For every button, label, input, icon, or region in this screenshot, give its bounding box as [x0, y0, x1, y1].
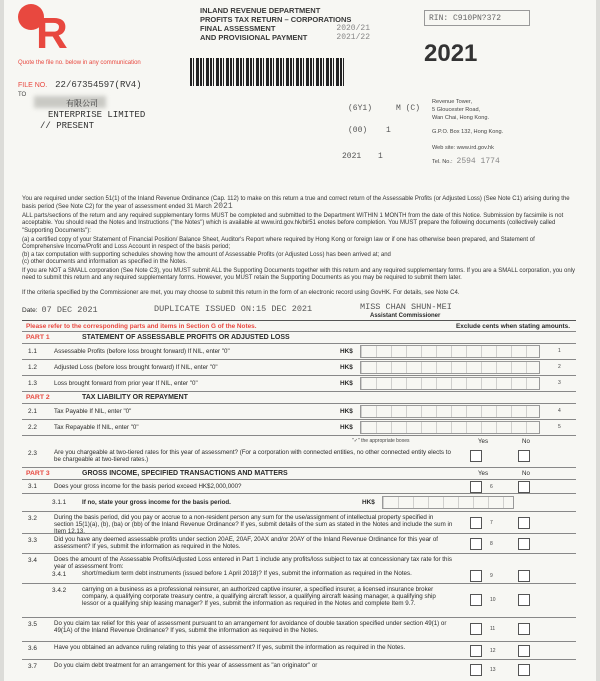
- ird-street: 5 Gloucester Road,: [432, 107, 481, 113]
- tax-return-page: [4, 0, 596, 681]
- item-3-4-2: 3.4.2 carrying on a business as a professional reinsurer, an authorized captive insurer, a specified insurer, a licensed insurance broker company, a qualifying corporate treasury centre, a qualifying aircraft lessor, a qualifying aircraft leasing manager, a qualifying ship lessor or a qualifying ship leasing manager? If yes, submit the information as required in the Notes and complete Item 9.7. 10: [22, 584, 576, 618]
- q33-no-checkbox[interactable]: [518, 538, 530, 550]
- item-3-4: 3.4 Does the amount of the Assessable Profits/Adjusted Loss entered in Part 1 include any profits/loss subject to tax at concessionary tax rate for this year of assessment from:: [28, 556, 452, 570]
- item-3-4-1: 3.4.1 short/medium term debt instruments (issued before 1 April 2018)? If yes, submit the information as required in the Notes. 9: [22, 568, 576, 584]
- part3-header: PART 3 GROSS INCOME, SPECIFIED TRANSACTIONS AND MATTERS Yes No: [22, 468, 576, 480]
- item-1-1: 1.1 Assessable Profits (before loss brought forward) If NIL, enter "0" HK$ 1: [22, 344, 576, 360]
- intro-p4: If the criteria specified by the Commissioner are met, you may choose to submit this return in the form of an electronic record using GovHK. For details, see Note C4.: [22, 290, 460, 296]
- part1-header: PART 1 STATEMENT OF ASSESSABLE PROFITS OR ADJUSTED LOSS: [22, 332, 576, 344]
- q37-no-checkbox[interactable]: [518, 664, 530, 676]
- signatory-title: Assistant Commissioner: [370, 313, 441, 319]
- item-2-3: 2.3 Are you chargeable at two-tiered rates for this year of assessment? (For a corporation with connected entities, no other connected entity elects to be chargeable at two-tiered rates.): [22, 446, 576, 468]
- intro-pc: (c) other documents and information as specified in the Notes.: [22, 259, 188, 265]
- q35-no-checkbox[interactable]: [518, 623, 530, 635]
- file-number-label: FILE NO.: [18, 82, 48, 89]
- address-line-2: // PRESENT: [40, 121, 95, 131]
- q23-yes-checkbox[interactable]: [470, 450, 482, 462]
- to-label: TO: [18, 92, 27, 98]
- form-title: PROFITS TAX RETURN – CORPORATIONS: [200, 15, 352, 24]
- ird-district: Wan Chai, Hong Kong.: [432, 115, 490, 121]
- amount-field-2-1[interactable]: [360, 405, 540, 418]
- exclude-note: Exclude cents when stating amounts.: [456, 323, 570, 330]
- q35-yes-checkbox[interactable]: [470, 623, 482, 635]
- amount-field-2-2[interactable]: [360, 421, 540, 434]
- return-table: [22, 320, 576, 681]
- code-c5: 2021: [342, 152, 362, 161]
- q342-no-checkbox[interactable]: [518, 594, 530, 606]
- item-3-7: 3.7 Do you claim debt treatment for an arrangement for this year of assessment as "an originator" or 13: [22, 660, 576, 681]
- gross-income-field[interactable]: [382, 496, 514, 509]
- intro-p3: If you are NOT a SMALL corporation (See Note C3), you MUST submit ALL the Supporting Documents together with this return and any required supplementary forms. If you are a SMALL corporation, you only need to submit this return and any required supplementary forms. However, you MUST retain the Supporting Documents as you may be required to submit them later.: [22, 268, 576, 282]
- address-line-1: ENTERPRISE LIMITED: [48, 110, 146, 120]
- provisional-payment: AND PROVISIONAL PAYMENT 2021/22: [200, 33, 370, 42]
- intro-pa: (a) a certified copy of your Statement of Financial Position/ Balance Sheet, Auditor's Report where required by Hong Kong or foreign law or if one has otherwise been prepared, and Statement of Comprehensive Income/Profit and Loss Account in respect of the basis period;: [22, 237, 535, 251]
- q37-yes-checkbox[interactable]: [470, 664, 482, 676]
- q36-yes-checkbox[interactable]: [470, 645, 482, 657]
- date-row: Date: 07 DEC 2021: [22, 305, 98, 315]
- item-3-2: 3.2 During the basis period, did you pay or accrue to a non-resident person any sum for the use/assignment of intellectual property specified in section 15(1)(a), (b), (ba) or (bb) of the Inland Revenue Ordinance? If yes, submit details of the sum as stated in the Notes and include the sum in Item 12.13. 7: [22, 512, 576, 534]
- item-2-2: 2.2 Tax Repayable If NIL, enter "0" HK$ 5: [22, 420, 576, 436]
- intro-pb: (b) a tax computation with supporting schedules showing how the amount of Assessable Profits (or Adjusted Loss) has been arrived at; and: [22, 252, 391, 258]
- q341-yes-checkbox[interactable]: [470, 570, 482, 582]
- signatory-name: MISS CHAN SHUN-MEI: [360, 302, 452, 312]
- intro-p1: You are required under section 51(1) of the Inland Revenue Ordinance (Cap. 112) to make on this return a true and correct return of the Assessable Profits (or Adjusted Loss) (See Note C1) arising during the basis period (See Note C2) for the year of assessment ended 31 March 2021: [22, 196, 570, 212]
- file-number-value: 22/67354597(RV4): [55, 80, 142, 90]
- q341-no-checkbox[interactable]: [518, 570, 530, 582]
- amount-field-1-1[interactable]: [360, 345, 540, 358]
- logo-letter: R: [36, 9, 68, 58]
- code-c1: (6Y1): [348, 104, 373, 113]
- q33-yes-checkbox[interactable]: [470, 538, 482, 550]
- code-c6: 1: [378, 152, 383, 161]
- q32-yes-checkbox[interactable]: [470, 517, 482, 529]
- q23-no-checkbox[interactable]: [518, 450, 530, 462]
- q31-no-checkbox[interactable]: [518, 481, 530, 493]
- amount-field-1-2[interactable]: [360, 361, 540, 374]
- item-3-5: 3.5 Do you claim tax relief for this year of assessment pursuant to an arrangement for avoidance of double taxation specified under section 49(1) or 49(1A) of the Inland Revenue Ordinance? If yes, submit the information as required in the Notes. 11: [22, 618, 576, 642]
- part2-header: PART 2 TAX LIABILITY OR REPAYMENT: [22, 392, 576, 404]
- q32-no-checkbox[interactable]: [518, 517, 530, 529]
- q36-no-checkbox[interactable]: [518, 645, 530, 657]
- ird-building: Revenue Tower,: [432, 99, 473, 105]
- quote-file-note: Quote the file no. below in any communication: [18, 60, 141, 66]
- form-year: 2021: [424, 40, 478, 67]
- ird-tel: Tel. No.: 2594 1774: [432, 157, 500, 166]
- ird-logo: [18, 4, 70, 56]
- item-1-2: 1.2 Adjusted Loss (before loss brought forward) If NIL, enter "0" HK$ 2: [22, 360, 576, 376]
- item-1-3: 1.3 Loss brought forward from prior year If NIL, enter "0" HK$ 3: [22, 376, 576, 392]
- item-3-6: 3.6 Have you obtained an advance ruling relating to this year of assessment? If yes, submit the information as required in the Notes. 12: [22, 642, 576, 660]
- form-header: [200, 6, 370, 42]
- table-note-row: [22, 321, 576, 332]
- tick-note-row: "✓" the appropriate boxes Yes No: [352, 438, 530, 445]
- item-3-1: 3.1 Does your gross income for the basis period exceed HK$2,000,000? 6: [22, 480, 576, 494]
- address-chinese: 有限公司: [66, 100, 98, 109]
- barcode: [190, 58, 346, 86]
- q31-yes-checkbox[interactable]: [470, 481, 482, 493]
- code-c3: (00): [348, 126, 368, 135]
- duplicate-issued: DUPLICATE ISSUED ON:15 DEC 2021: [154, 304, 313, 314]
- item-3-3: 3.3 Did you have any deemed assessable profits under section 20AE, 20AF, 20AX and/or 20AY of the Inland Revenue Ordinance for this year of assessment? If yes, submit the information as required in the Notes. 8: [22, 534, 576, 554]
- ird-website[interactable]: Web site: www.ird.gov.hk: [432, 145, 494, 151]
- q342-yes-checkbox[interactable]: [470, 594, 482, 606]
- file-number: [18, 80, 142, 90]
- intro-p2: ALL parts/sections of the return and any required supplementary forms MUST be completed and submitted to the Department WITHIN 1 MONTH from the date of this Notice. Submission by facsimile is not acceptable. You should read the Notes and Instructions ("the Notes") which is available at www.ird.gov.hk/bir51 enotes before completion. You MUST prepare the following documents (collectively called "Supporting Documents"):: [22, 213, 564, 234]
- ird-address: [432, 98, 503, 166]
- refer-note: Please refer to the corresponding parts and items in Section G of the Notes.: [26, 323, 257, 330]
- item-3-1-1: 3.1.1 If no, state your gross income for the basis period. HK$: [22, 494, 576, 512]
- ird-gpo: G.P.O. Box 132, Hong Kong.: [432, 129, 504, 135]
- amount-field-1-3[interactable]: [360, 377, 540, 390]
- dept-name: INLAND REVENUE DEPARTMENT: [200, 6, 321, 15]
- rin-box: RIN: C910PN?372: [424, 10, 530, 26]
- final-assessment: FINAL ASSESSMENT 2020/21: [200, 24, 370, 33]
- item-2-1: 2.1 Tax Payable If NIL, enter "0" HK$ 4: [22, 404, 576, 420]
- code-c4: 1: [386, 126, 391, 135]
- code-c2: M (C): [396, 104, 421, 113]
